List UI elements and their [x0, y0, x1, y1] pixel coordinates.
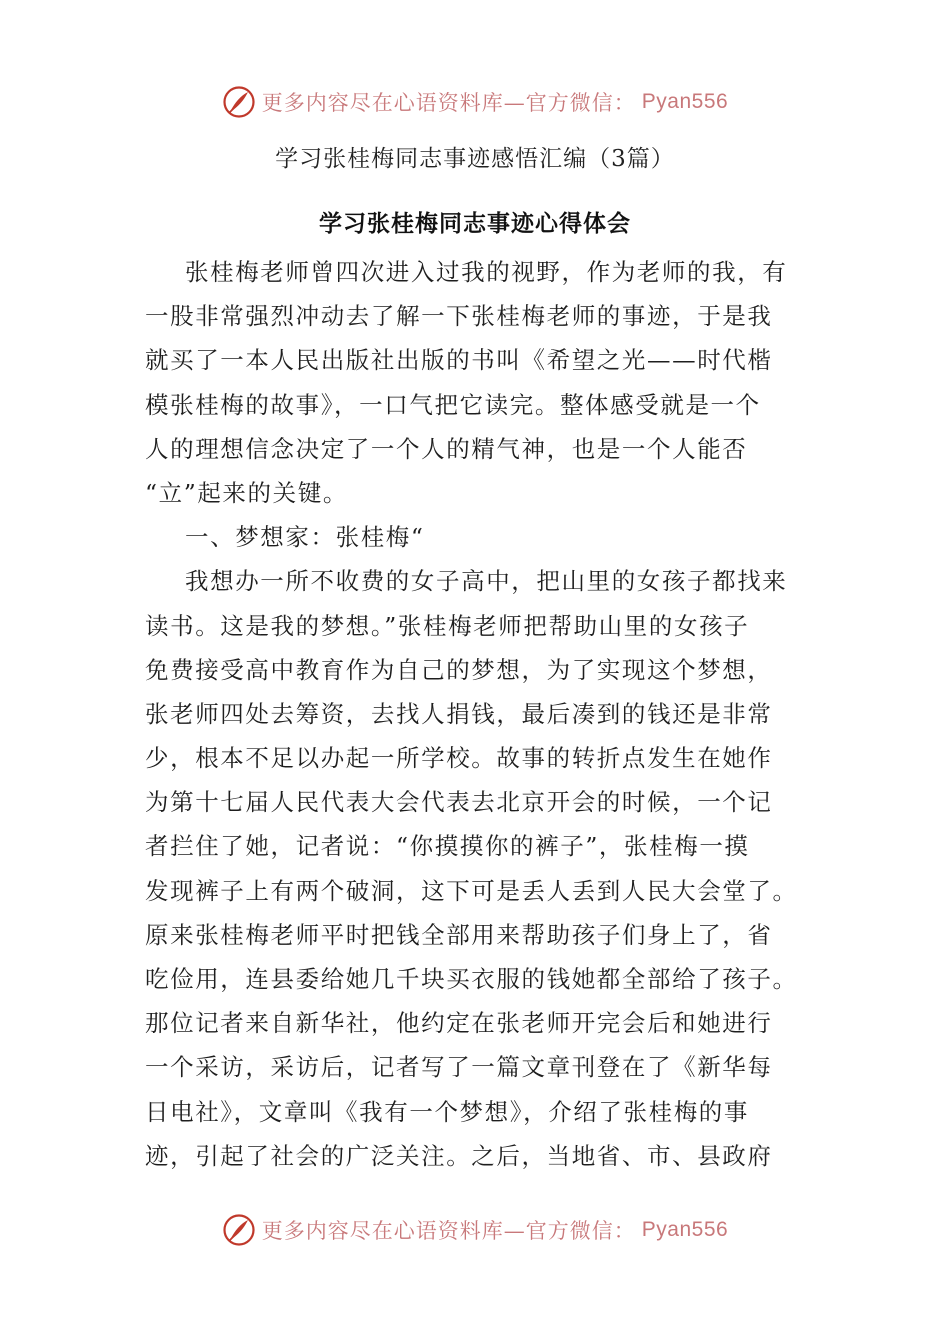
paragraph-line: 模张桂梅的故事》，一口气把它读完。整体感受就是一个	[145, 390, 761, 419]
paragraph-line: 张桂梅老师曾四次进入过我的视野，作为老师的我，有	[185, 258, 788, 286]
paragraph-line: 吃俭用，连县委给她几千块买衣服的钱她都全部给了孩子。	[145, 965, 798, 993]
paragraph-line: 一股非常强烈冲动去了解一下张桂梅老师的事迹，于是我	[145, 302, 773, 331]
banner-wechat-id: Pyan556	[641, 90, 729, 113]
paragraph-line: 就买了一本人民出版社出版的书叫《希望之光——时代楷	[145, 346, 773, 375]
paragraph-line: 人的理想信念决定了一个人的精气神，也是一个人能否	[145, 434, 748, 463]
body-text	[145, 250, 798, 1178]
paragraph-line: 张老师四处去筹资，去找人捐钱，最后凑到的钱还是非常	[145, 699, 773, 728]
paragraph-line: 为第十七届人民代表大会代表去北京开会的时候，一个记	[145, 788, 773, 817]
paragraph-line: “立”起来的关键。	[145, 478, 348, 507]
section-title: 学习张桂梅同志事迹心得体会	[319, 211, 631, 237]
paragraph-line: 一个采访，采访后，记者写了一篇文章刊登在了《新华每	[145, 1053, 773, 1082]
paragraph-line: 免费接受高中教育作为自己的梦想，为了实现这个梦想，	[145, 655, 773, 684]
paragraph-line: 那位记者来自新华社，他约定在张老师开完会后和她进行	[145, 1009, 773, 1038]
paragraph-line: 原来张桂梅老师平时把钱全部用来帮助孩子们身上了，省	[145, 920, 773, 949]
paragraph-line: 我想办一所不收费的女子高中，把山里的女孩子都找来	[185, 567, 788, 596]
banner-text: 更多内容尽在心语资料库—官方微信：	[261, 1219, 636, 1243]
paragraph-line: 读书。这是我的梦想。”张桂梅老师把帮助山里的女孩子	[145, 611, 750, 640]
banner-wechat-id: Pyan556	[641, 1218, 729, 1241]
paragraph-line: 者拦住了她，记者说：“你摸摸你的裤子”，张桂梅一摸	[145, 832, 750, 861]
quill-pen-icon	[222, 85, 256, 119]
footer-banner	[0, 1208, 950, 1252]
subheading-line: 一、梦想家：张桂梅“	[185, 523, 425, 552]
quill-pen-icon	[222, 1213, 256, 1247]
document-title: 学习张桂梅同志事迹感悟汇编（3篇）	[275, 146, 675, 172]
paragraph-line: 少，根本不足以办起一所学校。故事的转折点发生在她作	[145, 744, 773, 773]
paragraph-line: 迹，引起了社会的广泛关注。之后，当地省、市、县政府	[145, 1141, 773, 1170]
paragraph-line: 发现裤子上有两个破洞，这下可是丢人丢到人民大会堂了。	[145, 876, 798, 905]
banner-text: 更多内容尽在心语资料库—官方微信：	[261, 91, 636, 115]
paragraph-line: 日电社》，文章叫《我有一个梦想》，介绍了张桂梅的事	[145, 1097, 749, 1126]
header-banner	[0, 80, 950, 124]
